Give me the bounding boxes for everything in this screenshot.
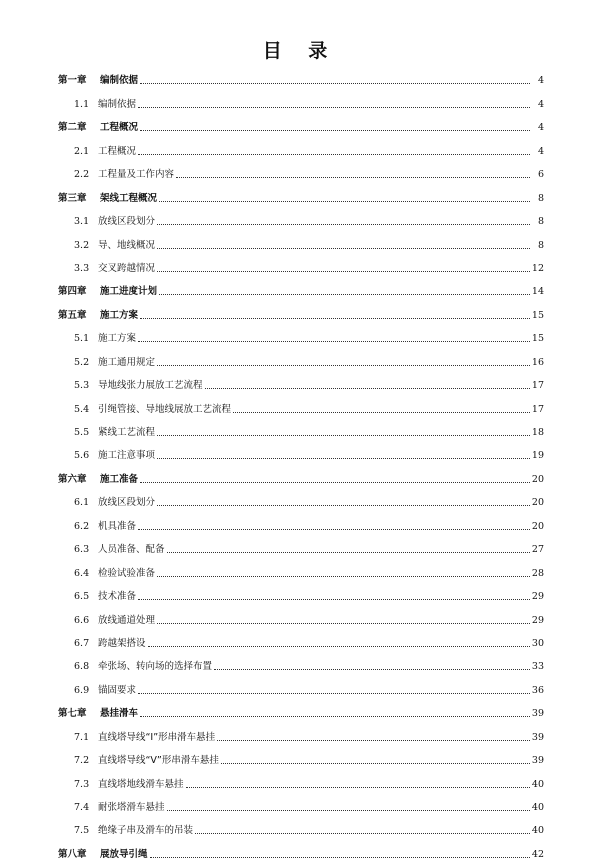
toc-entry-label: 施工方案 (100, 309, 139, 321)
toc-section-row (58, 509, 544, 532)
toc-entry-label: 施工方案 (98, 333, 137, 345)
toc-page-number: 17 (531, 403, 544, 415)
toc-page-number: 12 (531, 262, 544, 274)
toc-section-row (58, 416, 544, 439)
toc-page-number: 39 (531, 731, 544, 743)
toc-dot-leader (167, 551, 530, 553)
toc-page-number: 30 (531, 637, 544, 649)
toc-dot-leader (157, 364, 530, 366)
toc-page-number: 16 (531, 356, 544, 368)
toc-section-row (58, 228, 544, 251)
toc-page-number: 27 (531, 544, 544, 556)
toc-entry-number: 第六章 (58, 473, 87, 485)
toc-entry-number: 5.2 (74, 356, 90, 368)
toc-entry-label: 施工准备 (100, 473, 139, 485)
toc-dot-leader (138, 692, 530, 694)
toc-entry-number: 3.2 (74, 239, 90, 251)
toc-entry-number: 7.2 (74, 755, 90, 767)
toc-entry-number: 6.6 (74, 614, 90, 626)
toc-dot-leader (176, 176, 530, 178)
toc-entry-label: 机具准备 (98, 520, 137, 532)
toc-dot-leader (138, 598, 530, 600)
toc-entry-label: 编制依据 (100, 75, 139, 87)
toc-dot-leader (214, 668, 530, 670)
toc-page-number: 18 (531, 427, 544, 438)
toc-section-row (58, 603, 544, 626)
toc-entry-label: 技术准备 (98, 591, 137, 603)
toc-page-number: 4 (537, 122, 544, 134)
toc-entry-number: 第八章 (58, 848, 87, 860)
toc-entry-label: 牵张场、转向场的选择布置 (98, 661, 213, 673)
toc-entry-number: 7.5 (74, 825, 90, 837)
toc-entry-number: 6.3 (74, 544, 90, 556)
toc-page-number: 36 (531, 684, 544, 696)
toc-page-number: 4 (537, 145, 544, 157)
toc-entry-label: 导地线张力展放工艺流程 (98, 380, 203, 392)
toc-entry-number: 6.7 (74, 637, 90, 649)
toc-section-row (58, 369, 544, 392)
toc-page-number: 40 (531, 802, 544, 813)
toc-entry-number: 第七章 (58, 708, 87, 720)
toc-entry-label: 放线区段划分 (98, 216, 156, 228)
toc-entry-label: 架线工程概况 (100, 192, 158, 204)
toc-section-row (58, 345, 544, 368)
toc-page-number: 8 (537, 192, 544, 204)
toc-entry-number: 5.4 (74, 403, 90, 415)
toc-page-number: 8 (537, 216, 544, 228)
toc-entry-label: 引绳管接、导地线展放工艺流程 (98, 403, 232, 415)
toc-entry-label: 放线通道处理 (98, 614, 156, 626)
toc-entry-label: 人员准备、配备 (98, 544, 165, 556)
toc-entry-label: 施工通用规定 (98, 356, 156, 368)
toc-entry-label: 展放导引绳 (100, 848, 148, 860)
toc-section-row (58, 720, 544, 743)
toc-section-row (58, 134, 544, 157)
toc-page-number: 4 (537, 75, 544, 87)
toc-entry-number: 3.3 (74, 262, 90, 274)
toc-dot-leader (138, 528, 530, 530)
toc-section-row (58, 486, 544, 509)
toc-entry-number: 7.4 (74, 802, 90, 813)
toc-entry-label: 耐张塔滑车悬挂 (98, 802, 165, 813)
toc-chapter-row (58, 64, 544, 87)
toc-entry-label: 检验试验准备 (98, 567, 156, 579)
toc-dot-leader (138, 340, 530, 342)
toc-entry-label: 紧线工艺流程 (98, 427, 156, 438)
toc-dot-leader (205, 387, 530, 389)
toc-page-number: 40 (531, 825, 544, 837)
toc-entry-number: 6.5 (74, 591, 90, 603)
toc-page-number: 15 (531, 309, 544, 321)
toc-section-row (58, 158, 544, 181)
toc-entry-number: 1.1 (74, 98, 90, 110)
toc-page-number: 42 (531, 848, 544, 860)
toc-entry-number: 第四章 (58, 286, 87, 298)
toc-section-row (58, 673, 544, 696)
toc-dot-leader (140, 481, 530, 483)
toc-entry-number: 6.8 (74, 661, 90, 673)
toc-section-row (58, 627, 544, 650)
toc-page-number: 6 (537, 169, 544, 181)
toc-dot-leader (140, 82, 530, 84)
toc-entry-label: 工程量及工作内容 (98, 169, 175, 181)
toc-entry-number: 第二章 (58, 122, 87, 134)
toc-section-row (58, 556, 544, 579)
toc-section-row (58, 322, 544, 345)
toc-entry-number: 第五章 (58, 309, 87, 321)
toc-page-number: 4 (537, 98, 544, 110)
toc-dot-leader (140, 129, 530, 131)
toc-entry-label: 施工注意事项 (98, 450, 156, 462)
toc-chapter-row (58, 298, 544, 321)
toc-entry-number: 6.2 (74, 520, 90, 532)
toc-dot-leader (157, 622, 530, 624)
toc-dot-leader (138, 153, 530, 155)
toc-entry-label: 放线区段划分 (98, 497, 156, 509)
toc-dot-leader (140, 715, 530, 717)
toc-entry-number: 5.1 (74, 333, 90, 345)
toc-chapter-row (58, 275, 544, 298)
toc-dot-leader (186, 786, 530, 788)
toc-entry-number: 5.5 (74, 427, 90, 438)
toc-dot-leader (167, 809, 530, 811)
toc-section-row (58, 533, 544, 556)
toc-dot-leader (159, 293, 530, 295)
toc-entry-label: 导、地线概况 (98, 239, 156, 251)
toc-page-number: 29 (531, 591, 544, 603)
toc-dot-leader (148, 645, 530, 647)
toc-entry-label: 直线塔导线“V”形串滑车悬挂 (98, 755, 219, 767)
toc-dot-leader (157, 504, 530, 506)
toc-dot-leader (159, 200, 530, 202)
toc-entry-number: 6.9 (74, 684, 90, 696)
toc-dot-leader (221, 762, 530, 764)
toc-dot-leader (233, 411, 530, 413)
toc-section-row (58, 650, 544, 673)
toc-dot-leader (157, 457, 530, 459)
toc-page-number: 17 (531, 380, 544, 392)
toc-section-row (58, 791, 544, 814)
toc-section-row (58, 744, 544, 767)
toc-page-number: 19 (531, 450, 544, 462)
toc-entry-label: 锚固要求 (98, 684, 137, 696)
toc-page-number: 20 (531, 520, 544, 532)
toc-entry-number: 7.1 (74, 731, 90, 743)
toc-dot-leader (217, 739, 530, 741)
toc-section-row (58, 87, 544, 110)
toc-section-row (58, 252, 544, 275)
toc-entry-number: 5.6 (74, 450, 90, 462)
toc-entry-label: 施工进度计划 (100, 286, 158, 298)
toc-entry-number: 6.1 (74, 497, 90, 509)
toc-page-number: 8 (537, 239, 544, 251)
toc-dot-leader (138, 106, 530, 108)
toc-dot-leader (195, 832, 530, 834)
toc-entry-label: 工程概况 (100, 122, 139, 134)
toc-dot-leader (140, 317, 530, 319)
toc-section-row (58, 392, 544, 415)
toc-entry-number: 2.2 (74, 169, 90, 181)
toc-page-number: 40 (531, 778, 544, 790)
toc-entry-label: 编制依据 (98, 98, 137, 110)
toc-page-number: 39 (531, 755, 544, 767)
toc-dot-leader (157, 575, 530, 577)
toc-dot-leader (157, 247, 530, 249)
toc-entry-number: 6.4 (74, 567, 90, 579)
toc-section-row (58, 439, 544, 462)
toc-section-row (58, 767, 544, 790)
toc-page-number: 28 (531, 567, 544, 579)
toc-chapter-row (58, 181, 544, 204)
toc-entry-number: 2.1 (74, 145, 90, 157)
toc-chapter-row (58, 697, 544, 720)
toc-section-row (58, 814, 544, 837)
toc-entry-label: 悬挂滑车 (100, 708, 139, 720)
toc-entry-label: 跨越架搭设 (98, 637, 146, 649)
toc-entry-number: 第一章 (58, 75, 87, 87)
toc-entry-label: 直线塔地线滑车悬挂 (98, 778, 184, 790)
toc-dot-leader (150, 856, 530, 858)
toc-page-number: 29 (531, 614, 544, 626)
toc-entry-number: 5.3 (74, 380, 90, 392)
toc-entry-label: 交叉跨越情况 (98, 262, 156, 274)
toc-page-number: 20 (531, 473, 544, 485)
toc-chapter-row (58, 111, 544, 134)
toc-title: 目 录 (262, 40, 338, 62)
toc-dot-leader (157, 270, 530, 272)
toc-entry-label: 直线塔导线“I”形串滑车悬挂 (98, 731, 216, 743)
toc-entry-number: 第三章 (58, 192, 87, 204)
toc-chapter-row (58, 837, 544, 860)
toc-list (58, 64, 544, 861)
toc-page-number: 15 (531, 333, 544, 345)
toc-dot-leader (157, 223, 530, 225)
toc-entry-number: 3.1 (74, 216, 90, 228)
toc-section-row (58, 205, 544, 228)
toc-section-row (58, 580, 544, 603)
toc-page-number: 14 (531, 286, 544, 298)
toc-chapter-row (58, 462, 544, 485)
toc-entry-number: 7.3 (74, 778, 90, 790)
toc-page-number: 20 (531, 497, 544, 509)
toc-page-number: 33 (531, 661, 544, 673)
toc-entry-label: 工程概况 (98, 145, 137, 157)
toc-dot-leader (157, 434, 530, 436)
toc-entry-label: 绝缘子串及滑车的吊装 (98, 825, 194, 837)
toc-page-number: 39 (531, 708, 544, 720)
